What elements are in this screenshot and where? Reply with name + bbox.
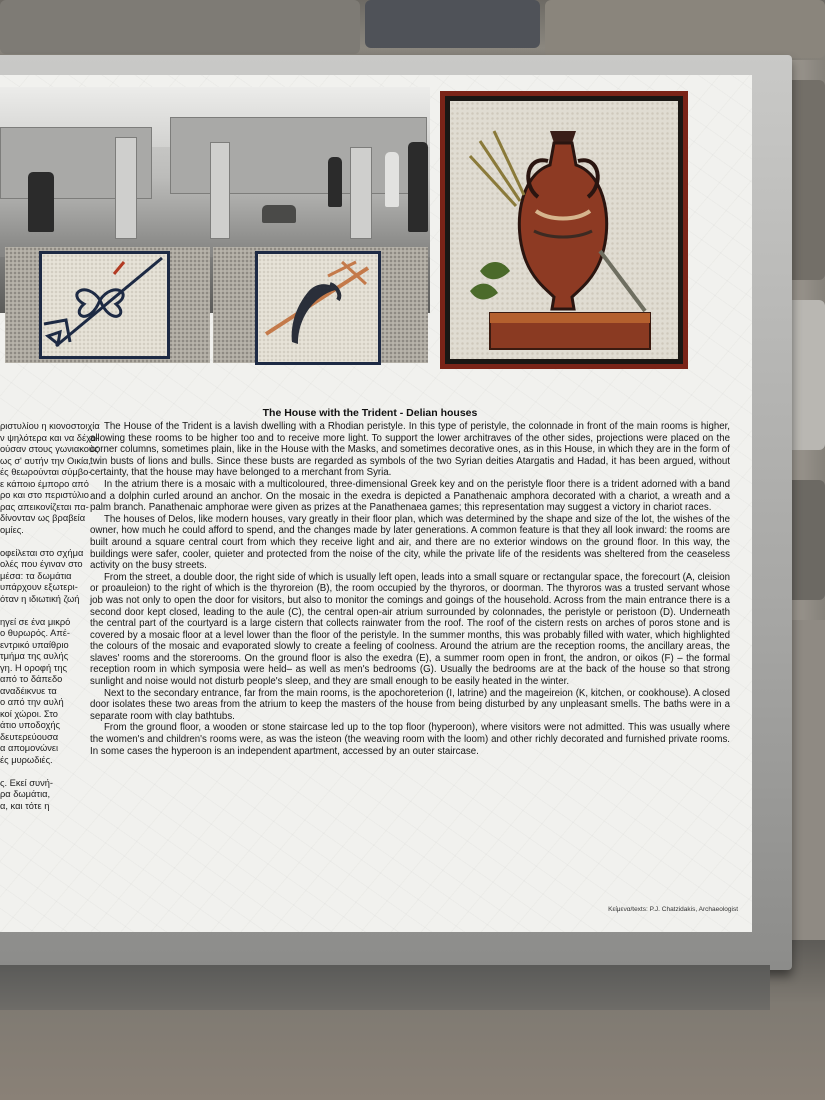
greek-line: ε κάποιο έμπορο από [0, 478, 89, 489]
paragraph-peristyle: The House of the Trident is a lavish dwelling with a Rhodian peristyle. In this type of peristyle, the colonnade in front of the main rooms is higher, allowing these rooms to be higher too and to receive more light. To support the lower architraves of the other sides, projections were placed on the corner columns, sometimes plain, like in the House with the Masks, and sometimes decorative ones, as in this House, in which they are in the form of twin busts of lions and bulls. Since these busts are regarded as symbols of the two Syrian deities Atargatis and Hadad, it has been argued, without certainty, that the house may have belonged to a merchant from Syria. [90, 421, 730, 479]
dolphin-anchor-mosaic [213, 247, 428, 363]
greek-line: δίνονταν ως βραβεία [0, 513, 86, 523]
trident-mosaic-frame [39, 251, 170, 359]
greek-line: ριστυλίου η κιονοστοιχία [0, 421, 100, 431]
person-figure [408, 142, 428, 232]
stone-block [545, 0, 825, 58]
greek-line: τμήμα της αυλής [0, 651, 69, 661]
author-credit: Κείμενα/texts: P.J. Chatzidakis, Archaeologist [608, 906, 738, 913]
greek-line: α, και τότε η [0, 800, 50, 811]
person-figure [328, 157, 342, 207]
column [210, 142, 230, 239]
sign-base [0, 965, 770, 1010]
greek-line: όταν η ιδιωτική ζωή [0, 593, 80, 604]
paragraph-floor-plan: The houses of Delos, like modern houses, vary greatly in their floor plan, which was determined by the shape and size of the lot, the wishes of the owner, how much he could afford to spend, and the changes made by later generations. A common feature is that they all look inward: the rooms are built around a square central court from which they receive light and air, and there are no exterior windows on the ground floor. In this way, the buildings were safer, cooler, quieter and protected from the noise of the city, while the private life of the residents was sheltered from the ceaseless activity on the busy streets. [90, 513, 730, 572]
greek-line: ο θυρωρός. Απέ- [0, 628, 71, 638]
column [350, 147, 372, 239]
greek-line: δευτερεύουσα [0, 731, 59, 742]
column [115, 137, 137, 239]
greek-line: ρο και στο περιστύλιο [0, 490, 89, 500]
sign-title: The House with the Trident - Delian houses [262, 407, 478, 419]
stone-block [365, 0, 540, 48]
dolphin-anchor-icon [258, 254, 378, 362]
greek-line: ν ψηλότερα και να δέχο- [0, 432, 100, 443]
greek-line: ηγεί σε ένα μικρό [0, 616, 71, 627]
person-figure [385, 152, 399, 207]
greek-line: εντρικό υπαίθριο [0, 639, 69, 650]
greek-line: αναδέικνυε τα [0, 685, 57, 696]
greek-line: από το δάπεδο [0, 674, 63, 684]
dog-figure [262, 205, 296, 223]
amphora-mosaic [440, 91, 688, 369]
greek-line: κοί χώροι. Στο [0, 708, 58, 719]
paragraph-mosaics: In the atrium there is a mosaic with a multicoloured, three-dimensional Greek key and on the peristyle floor there is a trident adorned with a band and a dolphin curled around an anchor. On the mosaic in the exedra is depicted a Panathenaic amphora decorated with a chariot, a wreath and a palm branch. Panathenaic amphorae were given as prizes at the Panathenaea games; this representation may suggest a victory in chariot races. [90, 478, 730, 514]
greek-line: ο από την αυλή [0, 697, 64, 707]
information-sign [0, 75, 752, 932]
amphora-icon [450, 101, 676, 359]
dolphin-mosaic-frame [255, 251, 381, 365]
greek-line [0, 766, 106, 778]
person-figure [28, 172, 54, 232]
greek-line: ούσαν στους γωνιακούς [0, 444, 99, 454]
trident-icon [42, 254, 167, 356]
greek-line: οφείλεται στο σχήμα [0, 547, 84, 558]
paragraph-rooms: From the street, a double door, the right side of which is usually left open, leads into a small square or rectangular space, the forecourt (A, cleision or proauleion) to the right of which is the thyroreion (B), the room occupied by the thyroros, or doorman. The thyroros was a trusted servant whose job was not only to open the door for visitors, but also to monitor the comings and goings of the household. Across from the main entrance there is a second door kept closed, leading to the aule (C), the central open-air atrium surrounded by colonnades, the peristyle or peristoon (D). Underneath the central part of the courtyard is a large cistern that collects rainwater from the roof. The roof of the cistern rests on arches of poros stone and is covered by a mosaic floor at a level lower than the floor of the peristyle. In the summer months, this was probably filled with water, which highlighted the colours of the mosaic and evaporated slowly to create a feeling of coolness. Around the atrium are the reception rooms, the ancillary areas, the slaves' rooms and the storerooms. On the ground floor is also the exedra (E), a summer room open in front, the andron, or oikos (F) – the formal reception room in which symposia were held– as well as men's bedrooms (G). Usually the bedrooms are at the back of the house so that strong sunlight and noise would not disturb people's sleep, and they are small enough to be easily heated in the winter. [90, 571, 730, 688]
paragraph-service-rooms: Next to the secondary entrance, far from the main rooms, is the apochoreterion (I, latrine) and the mageireion (K, kitchen, or cookhouse). A closed door isolates these two areas from the atrium to keep the masters of the house from being disturbed by any unpleasant smells. The baths were in a separate room with clay bathtubs. [90, 687, 730, 722]
greek-line: ές μυρωδιές. [0, 754, 53, 765]
paragraph-upper-floor: From the ground floor, a wooden or stone staircase led up to the top floor (hyperoon), where visitors were not admitted. This was usually where the women's and children's rooms were, as was the isteon (the weaving room with the loom) and other richly decorated and furnished private rooms. In some cases the hyperoon is an independent apartment, accessed by an outer staircase. [90, 722, 730, 757]
greek-line: γη. Η οροφή της [0, 662, 68, 673]
trident-mosaic [5, 247, 210, 363]
english-text-column [90, 421, 730, 757]
greek-line: ρας απεικονίζεται πα- [0, 501, 89, 512]
greek-line: ολές που έγιναν στο [0, 559, 83, 569]
greek-line: ές θεωρούνται σύμβο- [0, 467, 92, 477]
stone-block [0, 0, 360, 54]
greek-line: ς. Εκεί συνή- [0, 777, 54, 788]
greek-line: ως σ' αυτήν την Οικία, [0, 455, 91, 466]
greek-line: άτιο υποδοχής [0, 720, 61, 730]
greek-line: ομίες. [0, 524, 24, 535]
greek-line: υπάρχουν εξωτερι- [0, 582, 78, 592]
greek-line: μέσα: τα δωμάτια [0, 570, 72, 581]
greek-line: α απομονώνει [0, 743, 59, 753]
greek-line: ρα δωμάτια, [0, 789, 51, 799]
